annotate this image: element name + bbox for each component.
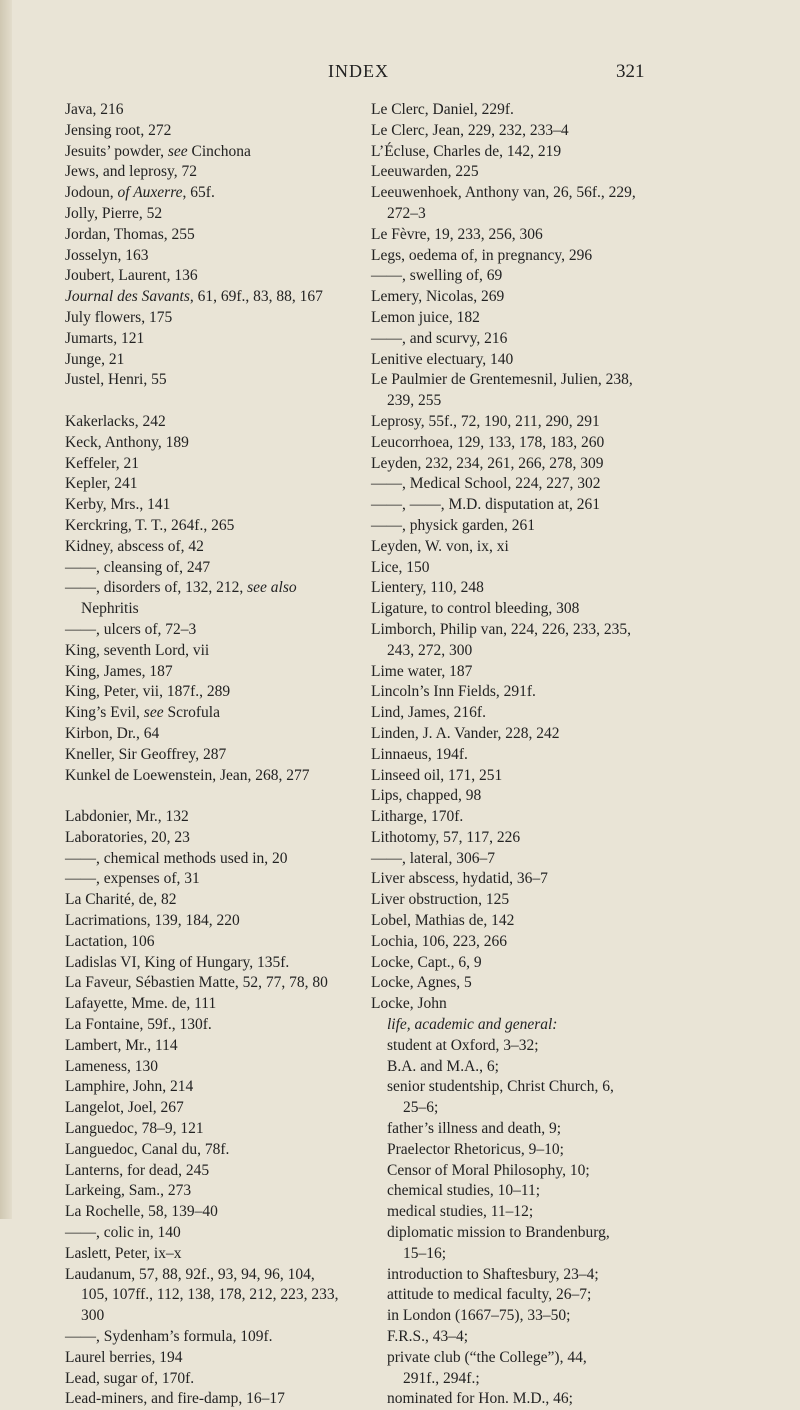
index-entry [371,620,671,641]
entry-text: 300 [81,1307,105,1325]
index-entry [65,142,365,163]
index-entry [65,766,365,787]
index-entry [65,308,365,329]
entry-text: ——, Medical School, 224, 227, 302 [371,475,601,493]
entry-text: Le Clerc, Jean, 229, 232, 233–4 [371,121,569,139]
entry-text: Lameness, 130 [65,1057,158,1075]
index-entry [65,641,365,662]
index-entry [65,1223,365,1244]
entry-text: Lambert, Mr., 114 [65,1036,178,1054]
index-entry [371,703,671,724]
index-section-gap [65,391,365,412]
index-entry [371,1015,671,1036]
index-entry [371,869,671,890]
entry-text: ——, Sydenham’s formula, 109f. [65,1328,273,1346]
index-entry [371,932,671,953]
entry-text: Leyden, 232, 234, 261, 266, 278, 309 [371,454,604,472]
index-entry [65,287,365,308]
entry-text: introduction to Shaftesbury, 23–4; [387,1265,599,1283]
index-entry [65,1265,365,1286]
entry-text: King, Peter, vii, 187f., 289 [65,683,231,701]
index-entry [371,121,671,142]
index-entry [371,662,671,683]
index-entry [65,578,365,599]
index-entry [371,1181,671,1202]
index-entry [65,932,365,953]
index-entry [371,474,671,495]
index-entry [65,1098,365,1119]
index-entry [65,973,365,994]
entry-text: Kakerlacks, 242 [65,412,166,430]
index-entry [65,1015,365,1036]
index-entry [371,100,671,121]
index-entry [65,1036,365,1057]
index-entry [65,266,365,287]
entry-text: L’Écluse, Charles de, 142, 219 [371,142,562,160]
entry-text: Laudanum, 57, 88, 92f., 93, 94, 96, 104, [65,1265,315,1283]
entry-text: Justel, Henri, 55 [65,371,167,389]
entry-text: Lemery, Nicolas, 269 [371,288,505,306]
index-entry [371,142,671,163]
index-entry [371,953,671,974]
entry-text: , 65f. [182,184,215,202]
entry-text: Ladislas VI, King of Hungary, 135f. [65,953,290,971]
index-entry [65,869,365,890]
entry-text: Leeuwarden, 225 [371,163,479,181]
index-entry [371,183,671,204]
entry-text: Leucorrhoea, 129, 133, 178, 183, 260 [371,433,605,451]
index-entry [65,121,365,142]
index-entry [371,1119,671,1140]
entry-text: ——, lateral, 306–7 [371,849,495,867]
entry-text: ——, cleansing of, 247 [65,558,211,576]
entry-text: Lacrimations, 139, 184, 220 [65,912,240,930]
entry-text: Lead-miners, and fire-damp, 16–17 [65,1390,285,1408]
entry-text: B.A. and M.A., 6; [387,1057,499,1075]
index-entry [371,745,671,766]
entry-text: Keffeler, 21 [65,454,139,472]
entry-text: Lime water, 187 [371,662,473,680]
index-entry [371,641,671,662]
entry-text: Lobel, Mathias de, 142 [371,912,515,930]
index-entry [65,1057,365,1078]
index-entry [371,350,671,371]
index-entry [65,204,365,225]
index-entry [371,911,671,932]
entry-text: Kunkel de Loewenstein, Jean, 268, 277 [65,766,310,784]
index-entry [371,890,671,911]
entry-italic-text: see [167,142,188,160]
entry-italic-text: life, academic and general: [387,1016,558,1034]
entry-text: Larkeing, Sam., 273 [65,1182,192,1200]
entry-text: ——, physick garden, 261 [371,516,536,534]
index-entry [65,828,365,849]
entry-text: Jensing root, 272 [65,121,172,139]
entry-text: Lafayette, Mme. de, 111 [65,995,217,1013]
entry-text: Lice, 150 [371,558,430,576]
entry-text: Liver abscess, hydatid, 36–7 [371,870,548,888]
entry-text: Legs, oedema of, in pregnancy, 296 [371,246,593,264]
entry-text: 105, 107ff., 112, 138, 178, 212, 223, 233, [81,1286,339,1304]
index-entry [371,204,671,225]
index-entry [371,1140,671,1161]
index-entry [371,724,671,745]
index-entry [371,412,671,433]
entry-text: 25–6; [403,1099,439,1117]
index-entry [371,537,671,558]
index-entry [371,1098,671,1119]
index-entry [371,1369,671,1390]
index-entry [371,1285,671,1306]
entry-text: Kirbon, Dr., 64 [65,724,160,742]
entry-text: senior studentship, Christ Church, 6, [387,1078,614,1096]
entry-text: Leeuwenhoek, Anthony van, 26, 56f., 229, [371,184,636,202]
index-entry [371,1036,671,1057]
index-entry [371,1306,671,1327]
index-entry [65,100,365,121]
index-entry [65,1285,365,1306]
index-entry [65,662,365,683]
entry-italic-text: see [143,704,164,722]
index-entry [371,973,671,994]
entry-text: , 61, 69f., 83, 88, 167 [189,288,323,306]
entry-text: Kerckring, T. T., 264f., 265 [65,516,235,534]
entry-text: Cinchona [187,142,251,160]
entry-text: in London (1667–75), 33–50; [387,1307,571,1325]
entry-text: Scrofula [163,704,220,722]
entry-text: Keck, Anthony, 189 [65,433,189,451]
index-entry [371,1327,671,1348]
index-entry [65,1077,365,1098]
index-entry [65,225,365,246]
entry-text: La Faveur, Sébastien Matte, 52, 77, 78, 80 [65,974,328,992]
entry-text: Lenitive electuary, 140 [371,350,514,368]
entry-text: Jews, and leprosy, 72 [65,163,198,181]
entry-text: ——, chemical methods used in, 20 [65,849,288,867]
index-entry [371,1265,671,1286]
entry-italic-text: Journal des Savants [65,288,190,306]
index-entry [65,1348,365,1369]
index-entry [371,287,671,308]
entry-text: Labdonier, Mr., 132 [65,808,189,826]
entry-text: F.R.S., 43–4; [387,1328,469,1346]
entry-text: Languedoc, Canal du, 78f. [65,1140,230,1158]
index-entry [65,329,365,350]
index-entry [65,454,365,475]
index-entry [65,620,365,641]
index-entry [65,495,365,516]
entry-text: Josselyn, 163 [65,246,149,264]
entry-text: Kepler, 241 [65,475,138,493]
entry-text: Leprosy, 55f., 72, 190, 211, 290, 291 [371,412,600,430]
index-entry [65,516,365,537]
index-entry [371,558,671,579]
running-head-title: INDEX [328,61,389,81]
entry-text: La Rochelle, 58, 139–40 [65,1203,218,1221]
entry-text: Locke, Capt., 6, 9 [371,953,482,971]
index-entry [371,1077,671,1098]
index-entry [65,745,365,766]
entry-text: Le Clerc, Daniel, 229f. [371,101,514,118]
index-entry [371,828,671,849]
index-entry [371,266,671,287]
index-entry [371,308,671,329]
entry-text: Litharge, 170f. [371,808,464,826]
entry-text: Locke, John [371,995,447,1013]
entry-text: July flowers, 175 [65,308,173,326]
index-entry [371,162,671,183]
index-entry [371,1161,671,1182]
entry-text: 243, 272, 300 [387,641,473,659]
entry-text: nominated for Hon. M.D., 46; [387,1390,573,1408]
index-entry [65,246,365,267]
entry-text: Languedoc, 78–9, 121 [65,1120,204,1138]
entry-text: La Fontaine, 59f., 130f. [65,1016,212,1034]
entry-text: Jolly, Pierre, 52 [65,204,163,222]
entry-text: Lientery, 110, 248 [371,579,484,597]
entry-text: ——, disorders of, 132, 212, [65,579,248,597]
entry-text: Laboratories, 20, 23 [65,828,190,846]
entry-text: Linden, J. A. Vander, 228, 242 [371,724,560,742]
page-binding-shadow [0,0,12,1219]
index-entry [65,474,365,495]
entry-text: Lithotomy, 57, 117, 226 [371,828,521,846]
index-entry [65,890,365,911]
index-entry [65,1140,365,1161]
entry-text: Lanterns, for dead, 245 [65,1161,210,1179]
entry-text: ——, expenses of, 31 [65,870,200,888]
entry-text: Lamphire, John, 214 [65,1078,194,1096]
entry-text: Ligature, to control bleeding, 308 [371,600,580,618]
entry-text: attitude to medical faculty, 26–7; [387,1286,592,1304]
entry-text: private club (“the College”), 44, [387,1348,587,1366]
entry-text: Censor of Moral Philosophy, 10; [387,1161,590,1179]
entry-text: King’s Evil, [65,704,144,722]
entry-italic-text: of Auxerre [117,184,183,202]
entry-text: ——, ulcers of, 72–3 [65,620,197,638]
entry-text: Joubert, Laurent, 136 [65,267,198,285]
entry-text: Linseed oil, 171, 251 [371,766,503,784]
entry-text: Le Paulmier de Grentemesnil, Julien, 238, [371,371,633,389]
index-entry [371,391,671,412]
index-entry [65,807,365,828]
index-entry [371,682,671,703]
index-entry [65,558,365,579]
entry-text: Locke, Agnes, 5 [371,974,472,992]
entry-text: father’s illness and death, 9; [387,1120,562,1138]
entry-text: Praelector Rhetoricus, 9–10; [387,1140,564,1158]
index-entry [371,329,671,350]
index-entry [371,1389,671,1410]
entry-text: medical studies, 11–12; [387,1203,534,1221]
entry-text: Le Fèvre, 19, 233, 256, 306 [371,225,543,243]
entry-text: diplomatic mission to Brandenburg, [387,1224,610,1242]
entry-text: 239, 255 [387,392,442,410]
entry-text: Lind, James, 216f. [371,704,486,722]
index-section-gap [65,786,365,807]
index-entry [371,516,671,537]
index-entry [371,1244,671,1265]
entry-text: Kneller, Sir Geoffrey, 287 [65,745,227,763]
entry-text: Langelot, Joel, 267 [65,1099,184,1117]
entry-text: Jesuits’ powder, [65,142,168,160]
entry-text: Kerby, Mrs., 141 [65,496,171,514]
index-entry [65,953,365,974]
page-number: 321 [616,61,645,82]
index-entry [371,225,671,246]
page-header [0,61,800,85]
index-entry [65,1161,365,1182]
index-entry [371,454,671,475]
index-entry [371,1223,671,1244]
index-entry [65,537,365,558]
entry-text: Leyden, W. von, ix, xi [371,537,509,555]
index-entry [65,994,365,1015]
index-entry [371,1202,671,1223]
index-entry [65,1369,365,1390]
entry-text: 291f., 294f.; [403,1369,480,1387]
index-entry [371,246,671,267]
entry-text: La Charité, de, 82 [65,891,177,909]
entry-text: Lead, sugar of, 170f. [65,1369,195,1387]
index-entry [65,183,365,204]
index-entry [65,350,365,371]
entry-text: Limborch, Philip van, 224, 226, 233, 235, [371,620,632,638]
index-entry [65,703,365,724]
entry-text: 272–3 [387,204,426,222]
entry-text: ——, ——, M.D. disputation at, 261 [371,496,601,514]
entry-text: Nephritis [81,600,139,618]
index-entry [65,162,365,183]
entry-text: student at Oxford, 3–32; [387,1036,539,1054]
index-entry [65,849,365,870]
entry-text: 15–16; [403,1244,447,1262]
index-entry [65,682,365,703]
entry-text: Lochia, 106, 223, 266 [371,932,508,950]
entry-text: Jodoun, [65,184,118,202]
index-entry [371,599,671,620]
index-entry [65,599,365,620]
index-column-right [371,100,671,1410]
index-entry [371,766,671,787]
entry-text: ——, colic in, 140 [65,1224,181,1242]
entry-text: King, seventh Lord, vii [65,641,210,659]
entry-text: Linnaeus, 194f. [371,745,468,763]
index-entry [65,1389,365,1410]
entry-text: Lips, chapped, 98 [371,787,482,805]
index-entry [371,578,671,599]
index-entry [65,911,365,932]
entry-text: Jordan, Thomas, 255 [65,225,195,243]
entry-text: Java, 216 [65,101,124,118]
index-entry [65,1244,365,1265]
index-entry [65,1119,365,1140]
index-entry [371,495,671,516]
index-entry [371,807,671,828]
index-entry [371,433,671,454]
index-entry [65,1306,365,1327]
index-entry [65,412,365,433]
entry-italic-text: see also [247,579,297,597]
index-entry [65,370,365,391]
index-entry [65,724,365,745]
entry-text: chemical studies, 10–11; [387,1182,541,1200]
index-entry [371,1057,671,1078]
index-entry [65,433,365,454]
entry-text: Lincoln’s Inn Fields, 291f. [371,683,536,701]
entry-text: King, James, 187 [65,662,173,680]
index-entry [65,1202,365,1223]
entry-text: Laslett, Peter, ix–x [65,1244,182,1262]
entry-text: ——, and scurvy, 216 [371,329,508,347]
index-column-left [65,100,365,1410]
entry-text: Laurel berries, 194 [65,1348,183,1366]
index-entry [371,849,671,870]
entry-text: Liver obstruction, 125 [371,891,510,909]
entry-text: ——, swelling of, 69 [371,267,503,285]
index-entry [371,370,671,391]
index-entry [371,994,671,1015]
entry-text: Jumarts, 121 [65,329,145,347]
index-entry [65,1327,365,1348]
entry-text: Lactation, 106 [65,932,155,950]
index-entry [371,1348,671,1369]
index-entry [371,786,671,807]
entry-text: Lemon juice, 182 [371,308,480,326]
entry-text: Kidney, abscess of, 42 [65,537,204,555]
index-entry [65,1181,365,1202]
entry-text: Junge, 21 [65,350,125,368]
